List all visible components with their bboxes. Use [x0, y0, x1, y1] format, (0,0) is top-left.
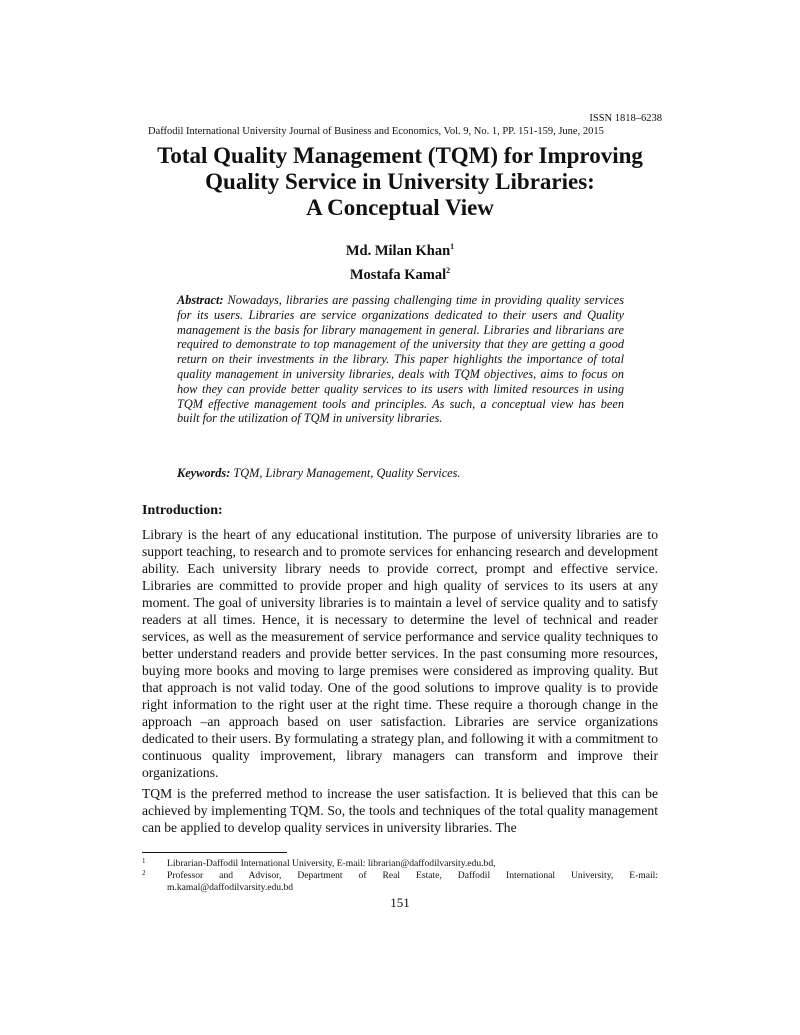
section-heading-introduction: Introduction:: [142, 503, 223, 518]
footnote-1: [142, 858, 658, 870]
footnote-divider: [142, 852, 287, 853]
title-line-1: Total Quality Management (TQM) for Improving: [157, 143, 643, 168]
page-number: 151: [390, 895, 410, 910]
title-line-2: Quality Service in University Libraries:: [205, 169, 595, 194]
paper-title: [120, 143, 680, 221]
keywords-label: Keywords:: [177, 466, 231, 480]
abstract: [177, 293, 624, 426]
body-paragraph: TQM is the preferred method to increase the user satisfaction. It is believed that this can be achieved by implementing TQM. So, the tools and techniques of the total quality management can be applied to develop quality services in university libraries. The: [142, 786, 658, 835]
title-line-3: A Conceptual View: [306, 195, 494, 220]
abstract-text: Nowadays, libraries are passing challenging time in providing quality services for its users. Libraries are service organizations dedicated to their users and Quality management is the basis for library management in general. Libraries and librarians are required to demonstrate to top management of the university that they are getting a good return on their investments in the library. This paper highlights the importance of total quality management in university libraries, deals with TQM objectives, aims to focus on how they can provide better quality services to its users with limited resources in using TQM effective management tools and principles. As such, a conceptual view has been built for the utilization of TQM in university libraries.: [177, 293, 624, 426]
keywords-text: TQM, Library Management, Quality Services.: [233, 466, 461, 480]
author-footnote-mark[interactable]: 2: [446, 265, 451, 275]
footnote-email[interactable]: m.kamal@daffodilvarsity.edu.bd: [167, 881, 294, 893]
author-name: Md. Milan Khan: [345, 242, 451, 259]
body-paragraph: Library is the heart of any educational institution. The purpose of university libraries are to support teaching, to research and to promote services for enhancing research and development ability. Each university library needs to provide correct, prompt and effective service. Libraries are committed to provide proper and high quality of services to its users at any moment. The goal of university libraries is to maintain a level of service quality and to satisfy readers at all times. Hence, it is necessary to determine the level of technical and reader services, as well as the measurement of service performance and service quality techniques to better understand readers and provide better services. In the past consuming more resources, buying more books and moving to large premises were considered as improving quality. But that approach is not valid today. One of the good solutions to improve quality is to provide right information to the right user at the right time. These require a thorough change in the approach –an approach based on user satisfaction. Libraries are service organizations dedicated to their users. By formulating a strategy plan, and following it with a commitment to continuous quality improvement, library managers can transform and improve their organizations.: [142, 527, 658, 780]
footnote-number: 1: [142, 857, 146, 865]
footnote-text: Librarian-Daffodil International University, E-mail: librarian@daffodilvarsity.edu.bd,: [167, 858, 496, 869]
journal-citation: Daffodil International University Journal of Business and Economics, Vol. 9, No. 1, PP. 151-159, June, 2015: [148, 126, 604, 137]
footnote-2: [142, 870, 658, 893]
abstract-label: Abstract:: [177, 293, 224, 307]
author-2: [300, 261, 500, 285]
keywords: [177, 466, 624, 481]
author-1: [300, 237, 500, 261]
issn-number: ISSN 1818–6238: [589, 113, 662, 124]
footnote-text: Professor and Advisor, Department of Real Estate, Daffodil International University, E-mail:: [167, 870, 658, 881]
author-name: Mostafa Kamal: [349, 266, 447, 283]
author-footnote-mark[interactable]: 1: [450, 242, 455, 251]
author-list: [300, 237, 500, 285]
footnote-number: 2: [142, 869, 146, 877]
